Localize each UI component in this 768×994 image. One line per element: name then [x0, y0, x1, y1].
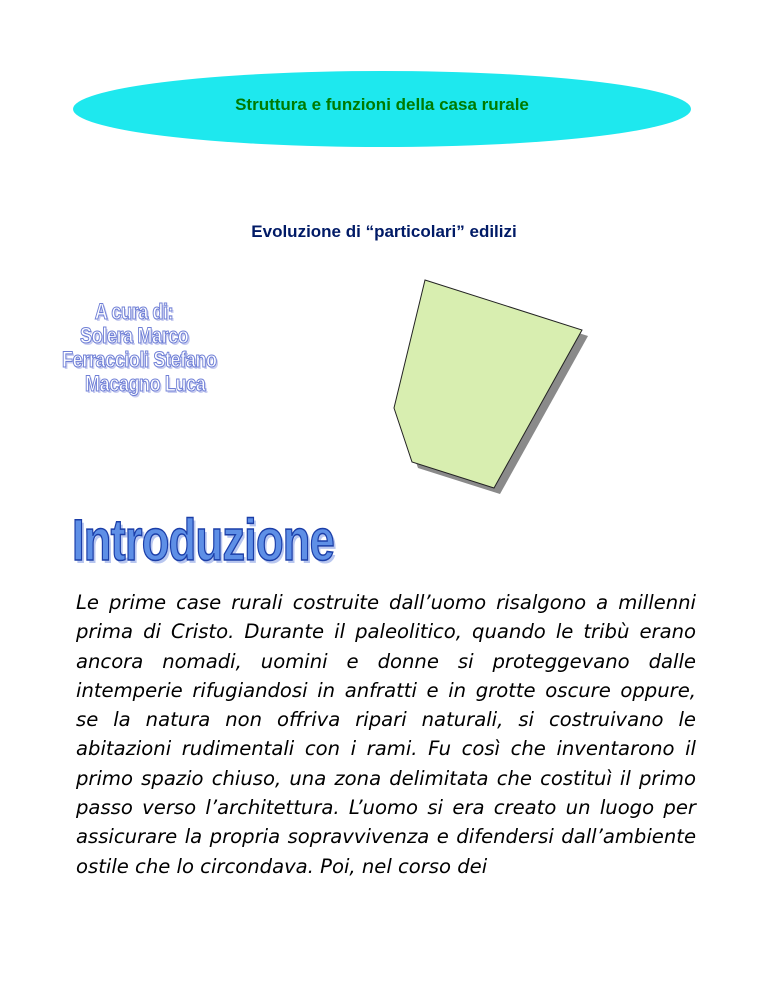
body-paragraph: Le prime case rurali costruite dall’uomo risalgono a millenni prima di Cristo. Durante il paleolitico, quando le tribù erano ancora nomadi, uomini e donne si proteggevano dalle intemperie rifugiandosi in anfratti e in grotte oscure oppure, se la natura non offriva ripari naturali, si costruivano le abitazioni rudimentali con i rami. Fu così che inventarono il primo spazio chiuso, una zona delimitata che costituì il primo passo verso l’architettura. L’uomo si era creato un luogo per assicurare la propria sopravvivenza e difendersi dall’ambiente ostile che lo circondava. Poi, nel corso dei	[76, 591, 696, 878]
author-name: Ferraccioli Stefano	[62, 347, 217, 372]
note-shape-icon	[388, 276, 598, 496]
author-name: Macagno Luca	[84, 371, 206, 396]
credits-block	[62, 300, 252, 396]
credits-label: A cura di:	[94, 299, 174, 324]
author-name: Solera Marco	[80, 323, 189, 348]
document-title: Struttura e funzioni della casa rurale	[235, 95, 529, 114]
section-heading: Introduzione	[72, 508, 335, 573]
document-subtitle: Evoluzione di “particolari” edilizi	[251, 222, 517, 241]
title-banner	[73, 71, 691, 147]
